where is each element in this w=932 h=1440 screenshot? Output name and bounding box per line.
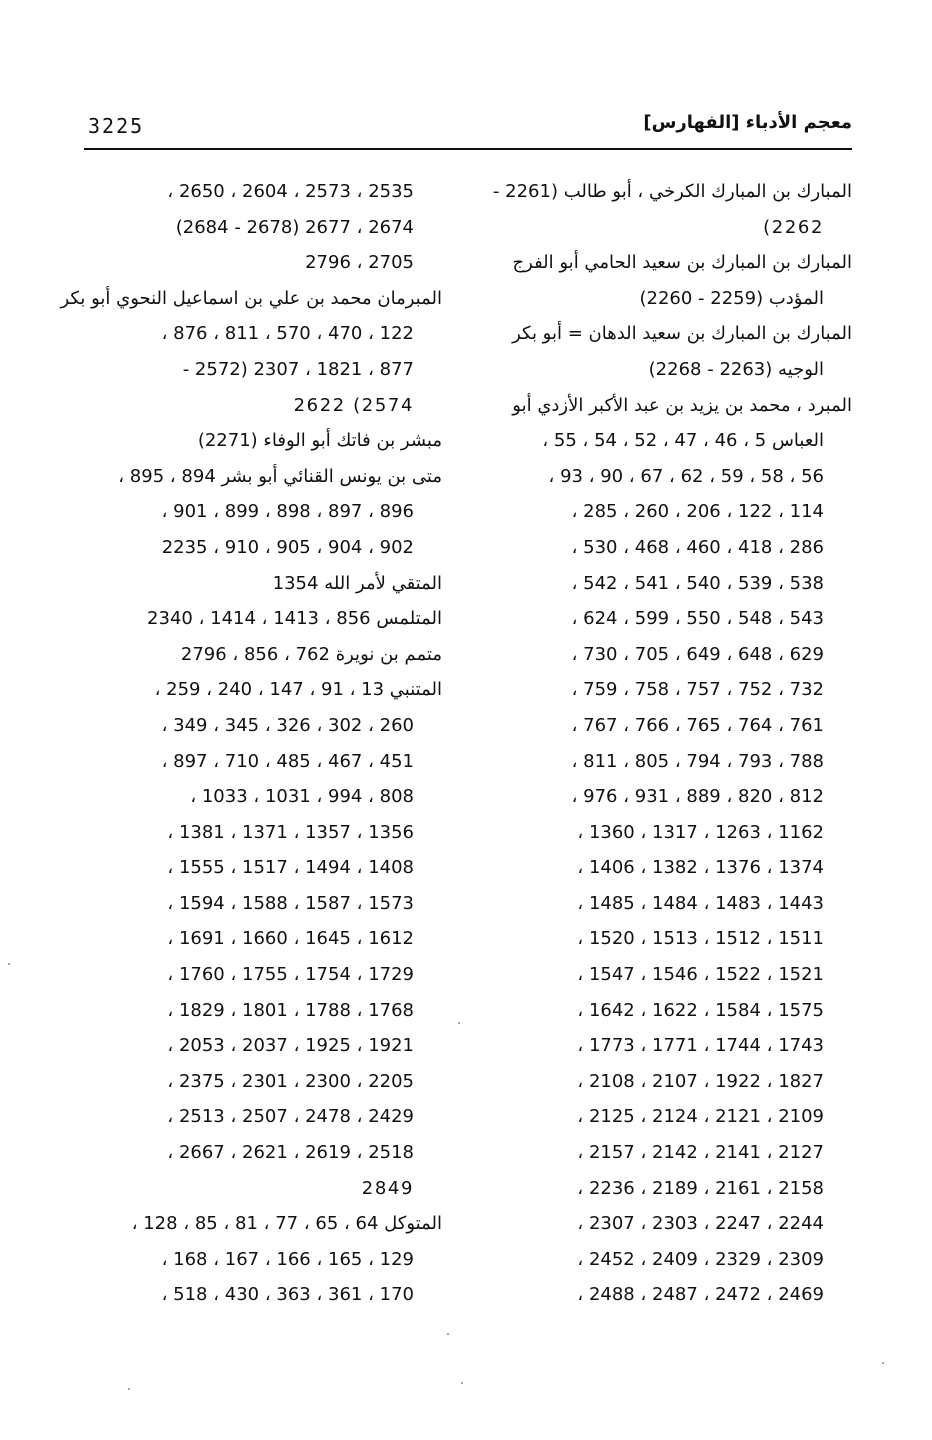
index-line: 629 ، 648 ، 649 ، 705 ، 730 ،	[571, 643, 824, 665]
index-line: الوجيه (2263 - 2268)	[648, 358, 824, 380]
index-line: 732 ، 752 ، 757 ، 758 ، 759 ،	[571, 679, 824, 701]
index-line: 1408 ، 1494 ، 1517 ، 1555 ،	[167, 857, 414, 879]
index-line: 2674 ، 2677 (2678 - 2684)	[175, 216, 414, 238]
index-line: 2429 ، 2478 ، 2507 ، 2513 ،	[167, 1106, 414, 1128]
index-line: 1743 ، 1744 ، 1771 ، 1773 ،	[577, 1035, 824, 1057]
index-line: 761 ، 764 ، 765 ، 766 ، 767 ،	[571, 714, 824, 736]
page-number: 3225	[88, 114, 145, 138]
index-line: المؤدب (2259 - 2260)	[639, 287, 824, 309]
index-line: 56 ، 58 ، 59 ، 62 ، 67 ، 90 ، 93 ،	[548, 465, 824, 487]
index-line: 1612 ، 1645 ، 1660 ، 1691 ،	[167, 928, 414, 950]
scan-speck	[461, 1382, 463, 1384]
index-line: 812 ، 820 ، 889 ، 931 ، 976 ،	[571, 786, 824, 808]
index-line: 260 ، 302 ، 326 ، 345 ، 349 ،	[161, 714, 414, 736]
index-line: 808 ، 994 ، 1031 ، 1033 ،	[190, 786, 414, 808]
index-line: العباس 5 ، 46 ، 47 ، 52 ، 54 ، 55 ،	[542, 430, 824, 452]
index-line: المبارك بن المبارك الكرخي ، أبو طالب (2261 -	[492, 181, 852, 202]
index-line: 896 ، 897 ، 898 ، 899 ، 901 ،	[161, 501, 414, 523]
index-column-left	[60, 174, 442, 1313]
index-line: المتوكل 64 ، 65 ، 77 ، 81 ، 85 ، 128 ،	[131, 1213, 442, 1235]
index-line: 451 ، 467 ، 485 ، 710 ، 897 ،	[161, 750, 414, 772]
index-line: 2205 ، 2300 ، 2301 ، 2375 ،	[167, 1070, 414, 1092]
index-line: 2535 ، 2573 ، 2604 ، 2650 ،	[167, 181, 414, 202]
index-line: 2574) 2622	[293, 394, 414, 416]
index-column-right	[492, 174, 852, 1313]
scan-speck	[8, 963, 10, 965]
index-line: 170 ، 361 ، 363 ، 430 ، 518 ،	[161, 1284, 414, 1306]
index-line: 1162 ، 1263 ، 1317 ، 1360 ،	[577, 821, 824, 843]
index-line: 2309 ، 2329 ، 2409 ، 2452 ،	[577, 1248, 824, 1270]
index-line: 2705 ، 2796	[305, 252, 414, 274]
index-line: 1573 ، 1587 ، 1588 ، 1594 ،	[167, 892, 414, 914]
index-line: 122 ، 470 ، 570 ، 811 ، 876 ،	[161, 323, 414, 345]
index-line: المبرد ، محمد بن يزيد بن عبد الأكبر الأزدي أبو	[512, 394, 852, 416]
index-line: 2518 ، 2619 ، 2621 ، 2667 ،	[167, 1142, 414, 1164]
index-line: 1521 ، 1522 ، 1546 ، 1547 ،	[577, 964, 824, 986]
index-line: 2262)	[763, 216, 824, 238]
index-line: 286 ، 418 ، 460 ، 468 ، 530 ،	[571, 536, 824, 558]
index-line: 538 ، 539 ، 540 ، 541 ، 542 ،	[571, 572, 824, 594]
index-line: 788 ، 793 ، 794 ، 805 ، 811 ،	[571, 750, 824, 772]
index-line: 877 ، 1821 ، 2307 (2572 -	[182, 358, 414, 380]
index-line: متمم بن نويرة 762 ، 856 ، 2796	[180, 643, 442, 665]
index-line: 543 ، 548 ، 550 ، 599 ، 624 ،	[571, 608, 824, 630]
index-line: 2109 ، 2121 ، 2124 ، 2125 ،	[577, 1106, 824, 1128]
index-line: 1729 ، 1754 ، 1755 ، 1760 ،	[167, 964, 414, 986]
index-line: 1356 ، 1357 ، 1371 ، 1381 ،	[167, 821, 414, 843]
index-line: 1443 ، 1483 ، 1484 ، 1485 ،	[577, 892, 824, 914]
scan-speck	[882, 1362, 884, 1364]
index-line: المتقي لأمر الله 1354	[272, 572, 442, 594]
scan-speck	[128, 1388, 130, 1390]
index-line: 1374 ، 1376 ، 1382 ، 1406 ،	[577, 857, 824, 879]
index-line: مبشر بن فاتك أبو الوفاء (2271)	[197, 430, 442, 452]
scan-speck	[458, 1022, 460, 1024]
index-line: 2158 ، 2161 ، 2189 ، 2236 ،	[577, 1177, 824, 1199]
index-line: 1768 ، 1788 ، 1801 ، 1829 ،	[167, 999, 414, 1021]
index-line: 1921 ، 1925 ، 2037 ، 2053 ،	[167, 1035, 414, 1057]
index-line: 2127 ، 2141 ، 2142 ، 2157 ،	[577, 1142, 824, 1164]
running-title: معجم الأدباء [الفهارس]	[643, 112, 852, 133]
index-line: 902 ، 904 ، 905 ، 910 ، 2235	[161, 536, 414, 558]
index-line: 129 ، 165 ، 166 ، 167 ، 168 ،	[161, 1248, 414, 1270]
index-line: المتلمس 856 ، 1413 ، 1414 ، 2340	[147, 608, 442, 630]
index-line: 1827 ، 1922 ، 2107 ، 2108 ،	[577, 1070, 824, 1092]
index-line: 1511 ، 1512 ، 1513 ، 1520 ،	[577, 928, 824, 950]
index-line: المبرمان محمد بن علي بن اسماعيل النحوي أبو بكر	[60, 287, 442, 309]
scan-speck	[447, 1333, 449, 1335]
page-header	[84, 112, 852, 148]
index-line: 2469 ، 2472 ، 2487 ، 2488 ،	[577, 1284, 824, 1306]
index-line: المبارك بن المبارك بن سعيد الحامي أبو الفرج	[512, 252, 852, 274]
index-line: المتنبي 13 ، 91 ، 147 ، 240 ، 259 ،	[154, 679, 442, 701]
index-line: المبارك بن المبارك بن سعيد الدهان = أبو بكر	[512, 323, 852, 345]
header-rule	[84, 148, 852, 150]
index-line: 2849	[361, 1177, 414, 1199]
index-line: 114 ، 122 ، 206 ، 260 ، 285 ،	[571, 501, 824, 523]
index-line: 1575 ، 1584 ، 1622 ، 1642 ،	[577, 999, 824, 1021]
index-line: متى بن يونس القنائي أبو بشر 894 ، 895 ،	[118, 465, 442, 487]
index-line: 2244 ، 2247 ، 2303 ، 2307 ،	[577, 1213, 824, 1235]
